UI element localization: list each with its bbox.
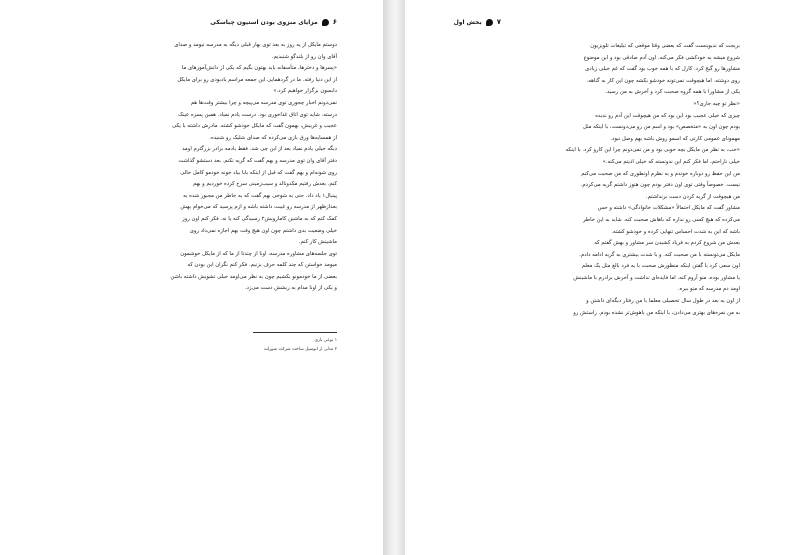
text-line: بعضی از ما خودمونو بکشیم چون به نظر می‌اومد خیلی تشویش داشته باشن bbox=[170, 273, 337, 280]
page-number: ۷ bbox=[496, 18, 501, 26]
page-number: ۶ bbox=[332, 18, 337, 26]
text-line: پینبال۱ یاد داد. حتی به شوخی بهم گفت که به خاطر من مجبور شده به bbox=[183, 192, 337, 199]
text-line: دوستم مایکل از یه روز به بعد توی بهار قبلی دیگه به مدرسه نیومد و صدای bbox=[174, 42, 337, 48]
text-line: یا مشاور بوده، منو آروم کنه. اما فایده‌ای نداشت و آخرش برادرم با ماشینش bbox=[573, 274, 740, 281]
text-line: «نظر تو چیه جاری؟» bbox=[693, 100, 740, 107]
text-line: «پسرها و دخترها، متأسفانه باید بهتون بگیم که یکی از دانش‌آموزهای ما bbox=[181, 65, 337, 72]
text-line: «خب، به نظر من مایکل بچه خوبی بود و من نمی‌دونم چرا این کارو کرد. با اینکه bbox=[565, 147, 740, 154]
running-title: مزایای منزوی بودن استیون چباسکی bbox=[210, 18, 318, 26]
text-line: اون سعی کرد با گفتن اینکه منظورش صحبت با یه فرد بالغ مثل یک معلم bbox=[581, 263, 740, 270]
text-line: و یکی از اونا مدام به ریشش دست می‌زد. bbox=[244, 285, 337, 292]
text-line: مشاورها رو گیج کرد. کارل که با همه خوب بود گفت که غم خیلی زیادی bbox=[585, 66, 740, 73]
text-line: آقای وان رو از بلندگو شنیدیم. bbox=[271, 53, 337, 60]
text-line: من هیچوقت از گریه کردن دست برنداشتم. bbox=[645, 193, 740, 200]
text-line: بعدش من شروع کردم به فریاد کشیدن سر مشاور و بهش گفتم که bbox=[594, 240, 740, 247]
text-line: از همسایه‌ها ورق بازی می‌کرده که صدای شلیک رو شنیده. bbox=[209, 134, 337, 141]
text-line: از اون به بعد در طول سال تحصیلی معلما با من رفتار دیگه‌ای داشتن و bbox=[586, 298, 740, 305]
text-line: توی جلسه‌های مشاوره مدرسه، اونا از چندتا از ما که از مایکل خوشمون bbox=[180, 250, 337, 257]
footnote: ۱ نوعی بازی bbox=[314, 338, 337, 343]
text-line: مایکل می‌تونسته با من صحبت کنه. و با شدت بیشتری به گریه ادامه دادم. bbox=[579, 251, 740, 258]
text-line: من این حفظ رو دوباره خوندم و به نظرم اونطوری که من صحبت می‌کنم bbox=[581, 170, 740, 177]
text-line: از این دنیا رفته. ما در گردهمایی این جمعه مراسم یادبودی رو برای مایکل bbox=[177, 76, 337, 83]
text-line: خیلی ناراحتم، اما فکر کنم این ندونسته که خیلی اذیتم می‌کنه.» bbox=[602, 158, 740, 165]
text-line: نمی‌دونم اخبار چجوری توی مدرسه می‌پیچه و چرا بیشتر وقت‌ها هم bbox=[190, 99, 337, 106]
footnotes bbox=[217, 337, 337, 354]
text-line: بریجت که ندیوینست گفت که بعضی وقتا موقعی که تبلیغات تلویزیون bbox=[590, 43, 740, 49]
text-line: روی شونه‌ام و بهم گفت که قبل از اینکه بابا بیاد خونه خودمو کامل خالی bbox=[180, 169, 337, 176]
footnote: ۲ مدلی از اتومبیل ساخت شرکت شورلت bbox=[263, 346, 337, 352]
text-line: کمک کنم که به ماشین کامارویش۲ رسیدگی کنه یا نه. فکر کنم اون روز bbox=[182, 215, 337, 222]
text-line: خیلی وضعیت بدی داشتم چون اون هیچ وقت بهم اجازه نمی‌داد روی bbox=[189, 227, 337, 234]
right-page bbox=[405, 0, 786, 555]
text-line: ماشینش کار کنم. bbox=[298, 239, 337, 246]
text-line: روی دوشته. اما هیچوقت نمی‌تونه خودشو بکشه چون این کار به گناهه. bbox=[586, 77, 740, 84]
chapter-mark-icon bbox=[322, 19, 329, 26]
text-line: عجیب و غریبش، بهمون گفت که مایکل خودشو کشته. مادرش داشته با یکی bbox=[172, 123, 337, 130]
text-line: بودم چون اون به «متخصص» بود و اسم من رو می‌دونست، با اینکه مثل bbox=[583, 124, 740, 131]
text-line: دابسون برگزار خواهیم کرد.» bbox=[273, 88, 337, 95]
text-line: کنم. بعدش رفتیم مکدونالد و سیب‌زمینی سرخ کرده خوردیم و بهم bbox=[193, 181, 337, 188]
page-header bbox=[454, 15, 501, 29]
text-line: چیزی که خیلی عجیب بود این بود که من هیچوقت این آدم رو ندیده bbox=[595, 112, 740, 119]
book-gutter bbox=[383, 0, 405, 555]
text-line: به من نمره‌های بهتری می‌دادن، با اینکه من باهوش‌تر نشده بودم. راستش رو bbox=[573, 309, 740, 316]
chapter-mark-icon bbox=[486, 19, 493, 26]
left-page bbox=[0, 0, 383, 555]
text-line: مهمونای عمومی کارتی که اسمو روش باشه بهم وصل نبود. bbox=[610, 135, 740, 142]
text-line: اومد دم مدرسه که منو ببره. bbox=[677, 286, 740, 293]
text-line: میومد خواستن که چند کلمه حرف بزنیم. فکر کنم نگران این بودن که bbox=[187, 262, 337, 269]
text-line: نیست. خصوصاً وقتی توی اون دفتر بودم چون هنوز داشتم گریه می‌کردم. bbox=[580, 182, 740, 189]
text-line: دفتر آقای وان توی مدرسه و بهم گفت که گریه نکنم. بعد دستشو گذاشت bbox=[178, 157, 337, 164]
page-header bbox=[210, 15, 337, 29]
text-line: باشه که این به شدت احساس تنهایی کرده و خودشو کشته. bbox=[611, 228, 740, 235]
page-text bbox=[450, 41, 740, 319]
running-title: بخش اول bbox=[453, 18, 482, 26]
text-line: بعدازظهر از مدرسه رو غیبت داشته باشه و ازم پرسید که می‌خوام بهش bbox=[180, 204, 337, 211]
text-line: مشاور گفت که مایکل احتمالاً «مشکلات خانوادگی» داشته و حس bbox=[597, 205, 740, 212]
text-line: می‌کرده که هیچ کسی رو نداره که باهاش صحبت کنه. شاید به این خاطر bbox=[582, 216, 740, 223]
text-line: یکی از مشاورا با همه گروه صحبت کرد و آخرش به من رسید. bbox=[605, 89, 740, 96]
footnote-divider bbox=[253, 332, 337, 333]
page-text bbox=[46, 40, 337, 295]
text-line: شروع میشه به خودکشی فکر می‌کنه. اون آدم صادقی بود و این موضوع bbox=[583, 54, 740, 61]
text-line: دیگه خیلی یادم نمیاد بعد از این چی شد. فقط یادمه برادر بزرگترم اومد bbox=[182, 146, 337, 153]
text-line: درسته. شاید توی اتاق غذاخوری بود. درست یادم نمیاد. همین پسره عینک bbox=[178, 111, 337, 118]
